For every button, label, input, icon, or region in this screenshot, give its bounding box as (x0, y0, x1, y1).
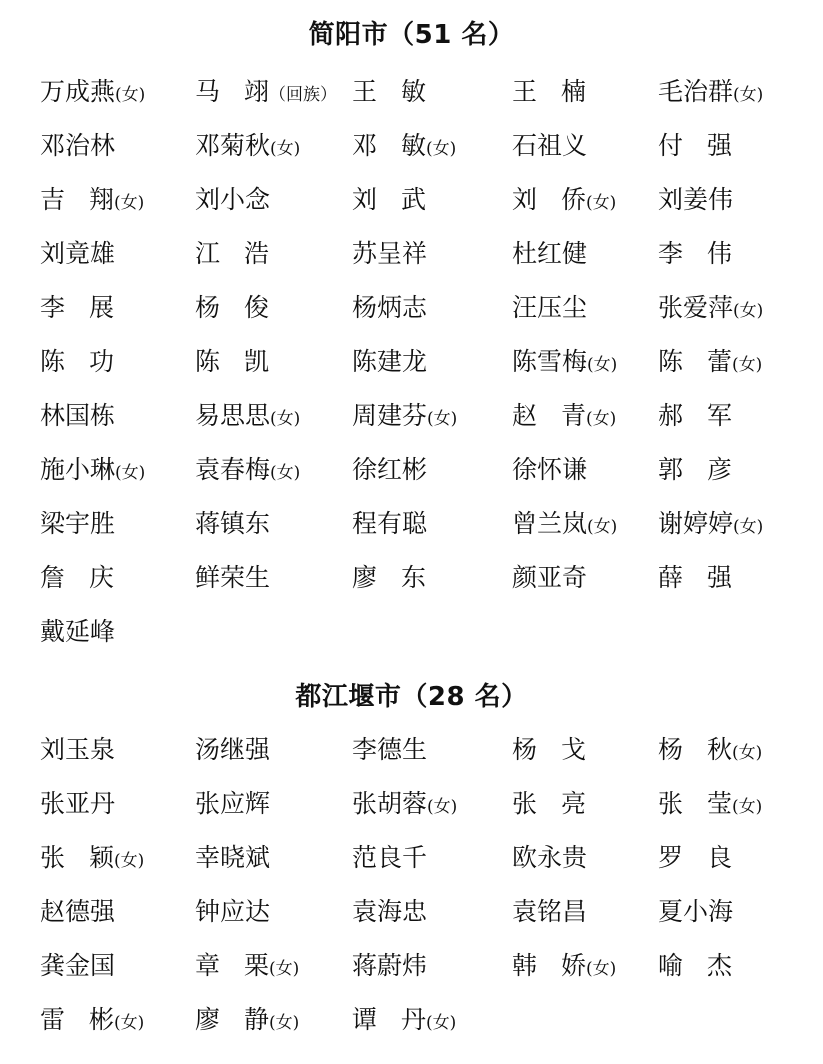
name-annotation: (女) (427, 797, 458, 817)
name-text-second-char: 戈 (561, 735, 587, 764)
name-text: 汤继强 (195, 735, 271, 764)
name-text: 夏小海 (658, 897, 734, 926)
person-name (195, 450, 300, 493)
name-text: 张应辉 (195, 789, 271, 818)
name-text: 苏呈祥 (352, 239, 428, 268)
name-text: 邓 (352, 131, 378, 160)
name-annotation: (女) (427, 409, 458, 429)
name-text: 陈 (40, 347, 66, 376)
person-name (40, 450, 145, 493)
name-text: 谭 (352, 1005, 378, 1034)
person-name (195, 504, 270, 544)
person-name (352, 504, 427, 544)
name-text: 李 (658, 239, 684, 268)
person-name (658, 892, 733, 932)
name-annotation: (女) (586, 959, 617, 979)
person-name (40, 504, 115, 544)
name-text: 周建芬 (352, 401, 428, 430)
name-row (0, 504, 823, 544)
name-annotation: (女) (586, 193, 617, 213)
person-name (512, 342, 617, 385)
name-text: 杨炳志 (352, 293, 428, 322)
person-name (195, 72, 337, 115)
person-name (40, 946, 115, 986)
name-text: 颜亚奇 (512, 563, 588, 592)
person-name (352, 784, 457, 827)
person-name (658, 558, 732, 598)
person-name (352, 72, 426, 112)
name-text: 张 (512, 789, 538, 818)
name-text-second-char: 丹 (401, 1005, 427, 1034)
name-text: 付 (658, 131, 684, 160)
person-name (512, 558, 587, 598)
name-text-second-char: 良 (707, 843, 733, 872)
name-text: 张 (40, 843, 66, 872)
person-name (658, 288, 763, 331)
name-text-second-char: 彬 (89, 1005, 115, 1034)
person-name (512, 396, 616, 439)
name-text: 施小琳 (40, 455, 116, 484)
name-text: 范良千 (352, 843, 428, 872)
person-name (352, 1000, 456, 1043)
name-row (0, 396, 823, 436)
name-text-second-char: 俊 (244, 293, 270, 322)
name-text-second-char: 强 (707, 563, 733, 592)
name-text-second-char: 栗 (244, 951, 270, 980)
person-name (40, 396, 115, 436)
name-text-second-char: 东 (401, 563, 427, 592)
name-text: 喻 (658, 951, 684, 980)
person-name (40, 784, 115, 824)
name-text: 刘玉泉 (40, 735, 116, 764)
person-name (352, 946, 427, 986)
name-annotation: (女) (587, 517, 618, 537)
person-name (195, 180, 270, 220)
name-text: 王 (352, 77, 378, 106)
name-annotation: (女) (426, 1013, 457, 1033)
person-name (658, 234, 732, 274)
name-annotation: (女) (114, 851, 145, 871)
name-text: 郭 (658, 455, 684, 484)
name-row (0, 288, 823, 328)
name-row (0, 784, 823, 824)
person-name (195, 558, 270, 598)
person-name (40, 892, 115, 932)
name-annotation: (女) (426, 139, 457, 159)
person-name (40, 72, 145, 115)
name-text: 徐怀谦 (512, 455, 588, 484)
name-row (0, 1000, 823, 1040)
name-text: 李 (40, 293, 66, 322)
name-text: 刘竟雄 (40, 239, 116, 268)
name-text: 蒋镇东 (195, 509, 271, 538)
person-name (658, 126, 732, 166)
person-name (40, 558, 114, 598)
person-name (195, 234, 269, 274)
name-text-second-char: 浩 (244, 239, 270, 268)
person-name (40, 838, 144, 881)
name-annotation: (女) (270, 139, 301, 159)
name-row (0, 342, 823, 382)
name-text-second-char: 伟 (707, 239, 733, 268)
person-name (352, 730, 427, 770)
name-text: 罗 (658, 843, 684, 872)
person-name (658, 396, 732, 436)
person-name (512, 288, 587, 328)
name-annotation: (女) (269, 959, 300, 979)
name-text: 曾兰岚 (512, 509, 588, 538)
name-row (0, 450, 823, 490)
name-text: 谢婷婷 (658, 509, 734, 538)
name-annotation: (女) (114, 193, 145, 213)
person-name (352, 180, 426, 220)
name-text: 梁宇胜 (40, 509, 116, 538)
person-name (195, 838, 270, 878)
person-name (658, 946, 732, 986)
name-text: 刘小念 (195, 185, 271, 214)
name-text: 龚金国 (40, 951, 116, 980)
name-text: 杜红健 (512, 239, 588, 268)
name-text: 陈 (195, 347, 221, 376)
name-annotation: (女) (114, 1013, 145, 1033)
name-annotation: (女) (732, 743, 763, 763)
person-name (195, 126, 300, 169)
name-text: 刘姜伟 (658, 185, 734, 214)
name-text: 刘 (512, 185, 538, 214)
name-text: 杨 (658, 735, 684, 764)
person-name (512, 946, 616, 989)
name-text-second-char: 强 (707, 131, 733, 160)
name-row (0, 946, 823, 986)
name-row (0, 234, 823, 274)
name-text: 吉 (40, 185, 66, 214)
person-name (512, 838, 587, 878)
name-annotation: (女) (732, 355, 763, 375)
name-text: 赵 (512, 401, 538, 430)
person-name (658, 180, 733, 220)
person-name (195, 946, 299, 989)
name-text-second-char: 敏 (401, 131, 427, 160)
name-text-second-char: 军 (707, 401, 733, 430)
name-text-second-char: 秋 (707, 735, 733, 764)
name-text: 汪压尘 (512, 293, 588, 322)
name-text: 蒋蔚炜 (352, 951, 428, 980)
person-name (195, 892, 270, 932)
person-name (352, 450, 427, 490)
name-annotation: (女) (269, 1013, 300, 1033)
name-row (0, 126, 823, 166)
name-text-second-char: 翔 (89, 185, 115, 214)
person-name (352, 558, 426, 598)
name-text: 薛 (658, 563, 684, 592)
name-text: 李德生 (352, 735, 428, 764)
name-annotation: （回族） (269, 85, 338, 105)
person-name (352, 396, 457, 439)
name-annotation: (女) (115, 463, 146, 483)
name-text: 刘 (352, 185, 378, 214)
person-name (512, 892, 587, 932)
person-name (40, 612, 115, 652)
section-title: 都江堰市（28 名） (295, 682, 528, 712)
person-name (352, 892, 427, 932)
person-name (512, 126, 587, 166)
name-text-second-char: 娇 (561, 951, 587, 980)
person-name (195, 342, 269, 382)
name-text-second-char: 侨 (561, 185, 587, 214)
person-name (40, 288, 114, 328)
person-name (40, 234, 115, 274)
name-row (0, 838, 823, 878)
name-text: 袁春梅 (195, 455, 271, 484)
name-text: 廖 (195, 1005, 221, 1034)
person-name (195, 288, 269, 328)
person-name (352, 234, 427, 274)
person-name (658, 838, 732, 878)
person-name (658, 72, 763, 115)
name-annotation: (女) (586, 409, 617, 429)
name-text: 雷 (40, 1005, 66, 1034)
name-text: 钟应达 (195, 897, 271, 926)
section-title: 简阳市（51 名） (308, 20, 515, 50)
name-text: 毛治群 (658, 77, 734, 106)
name-text-second-char: 静 (244, 1005, 270, 1034)
name-text-second-char: 凯 (244, 347, 270, 376)
person-name (512, 784, 586, 824)
name-row (0, 72, 823, 112)
name-row (0, 892, 823, 932)
person-name (195, 784, 270, 824)
name-text: 郝 (658, 401, 684, 430)
name-text: 陈雪梅 (512, 347, 588, 376)
name-row (0, 730, 823, 770)
person-name (40, 180, 144, 223)
name-text: 鲜荣生 (195, 563, 271, 592)
person-name (352, 838, 427, 878)
name-text: 杨 (195, 293, 221, 322)
person-name (40, 126, 115, 166)
person-name (512, 450, 587, 490)
name-text: 廖 (352, 563, 378, 592)
name-text-second-char: 展 (89, 293, 115, 322)
name-annotation: (女) (115, 85, 146, 105)
name-text: 章 (195, 951, 221, 980)
person-name (512, 234, 587, 274)
name-text: 王 (512, 77, 538, 106)
name-row (0, 180, 823, 220)
name-text-second-char: 亮 (561, 789, 587, 818)
name-text: 詹 (40, 563, 66, 592)
name-text: 程有聪 (352, 509, 428, 538)
name-row (0, 612, 823, 652)
name-text: 张 (658, 789, 684, 818)
person-name (658, 342, 762, 385)
person-name (658, 784, 762, 827)
name-text-second-char: 翊 (244, 77, 270, 106)
person-name (512, 180, 616, 223)
name-text: 江 (195, 239, 221, 268)
person-name (658, 730, 762, 773)
name-annotation: (女) (270, 463, 301, 483)
name-text: 幸晓斌 (195, 843, 271, 872)
person-name (352, 342, 427, 382)
person-name (352, 126, 456, 169)
name-annotation: (女) (732, 797, 763, 817)
name-text: 林国栋 (40, 401, 116, 430)
person-name (195, 730, 270, 770)
name-text-second-char: 功 (89, 347, 115, 376)
name-text: 张亚丹 (40, 789, 116, 818)
name-text: 张爱萍 (658, 293, 734, 322)
person-name (40, 342, 114, 382)
name-text: 陈 (658, 347, 684, 376)
person-name (512, 730, 586, 770)
name-text-second-char: 杰 (707, 951, 733, 980)
person-name (658, 450, 732, 490)
person-name (195, 396, 300, 439)
name-text-second-char: 敏 (401, 77, 427, 106)
name-text: 邓治林 (40, 131, 116, 160)
name-text: 万成燕 (40, 77, 116, 106)
name-text: 陈建龙 (352, 347, 428, 376)
name-text: 赵德强 (40, 897, 116, 926)
name-text-second-char: 青 (561, 401, 587, 430)
name-text-second-char: 彦 (707, 455, 733, 484)
name-text: 张胡蓉 (352, 789, 428, 818)
person-name (658, 504, 763, 547)
name-annotation: (女) (733, 85, 764, 105)
name-text-second-char: 武 (401, 185, 427, 214)
name-text-second-char: 庆 (89, 563, 115, 592)
name-annotation: (女) (270, 409, 301, 429)
name-annotation: (女) (733, 301, 764, 321)
name-text-second-char: 颖 (89, 843, 115, 872)
name-annotation: (女) (733, 517, 764, 537)
name-text: 邓菊秋 (195, 131, 271, 160)
name-text: 韩 (512, 951, 538, 980)
name-text: 袁海忠 (352, 897, 428, 926)
name-text: 欧永贵 (512, 843, 588, 872)
person-name (40, 730, 115, 770)
name-row (0, 558, 823, 598)
name-text-second-char: 蕾 (707, 347, 733, 376)
name-text-second-char: 莹 (707, 789, 733, 818)
person-name (512, 72, 586, 112)
person-name (352, 288, 427, 328)
name-text: 易思思 (195, 401, 271, 430)
name-text: 杨 (512, 735, 538, 764)
name-text: 徐红彬 (352, 455, 428, 484)
name-text: 马 (195, 77, 221, 106)
name-text: 戴延峰 (40, 617, 116, 646)
person-name (40, 1000, 144, 1043)
person-name (512, 504, 617, 547)
name-text: 袁铭昌 (512, 897, 588, 926)
person-name (195, 1000, 299, 1043)
name-text: 石祖义 (512, 131, 588, 160)
name-annotation: (女) (587, 355, 618, 375)
name-text-second-char: 楠 (561, 77, 587, 106)
